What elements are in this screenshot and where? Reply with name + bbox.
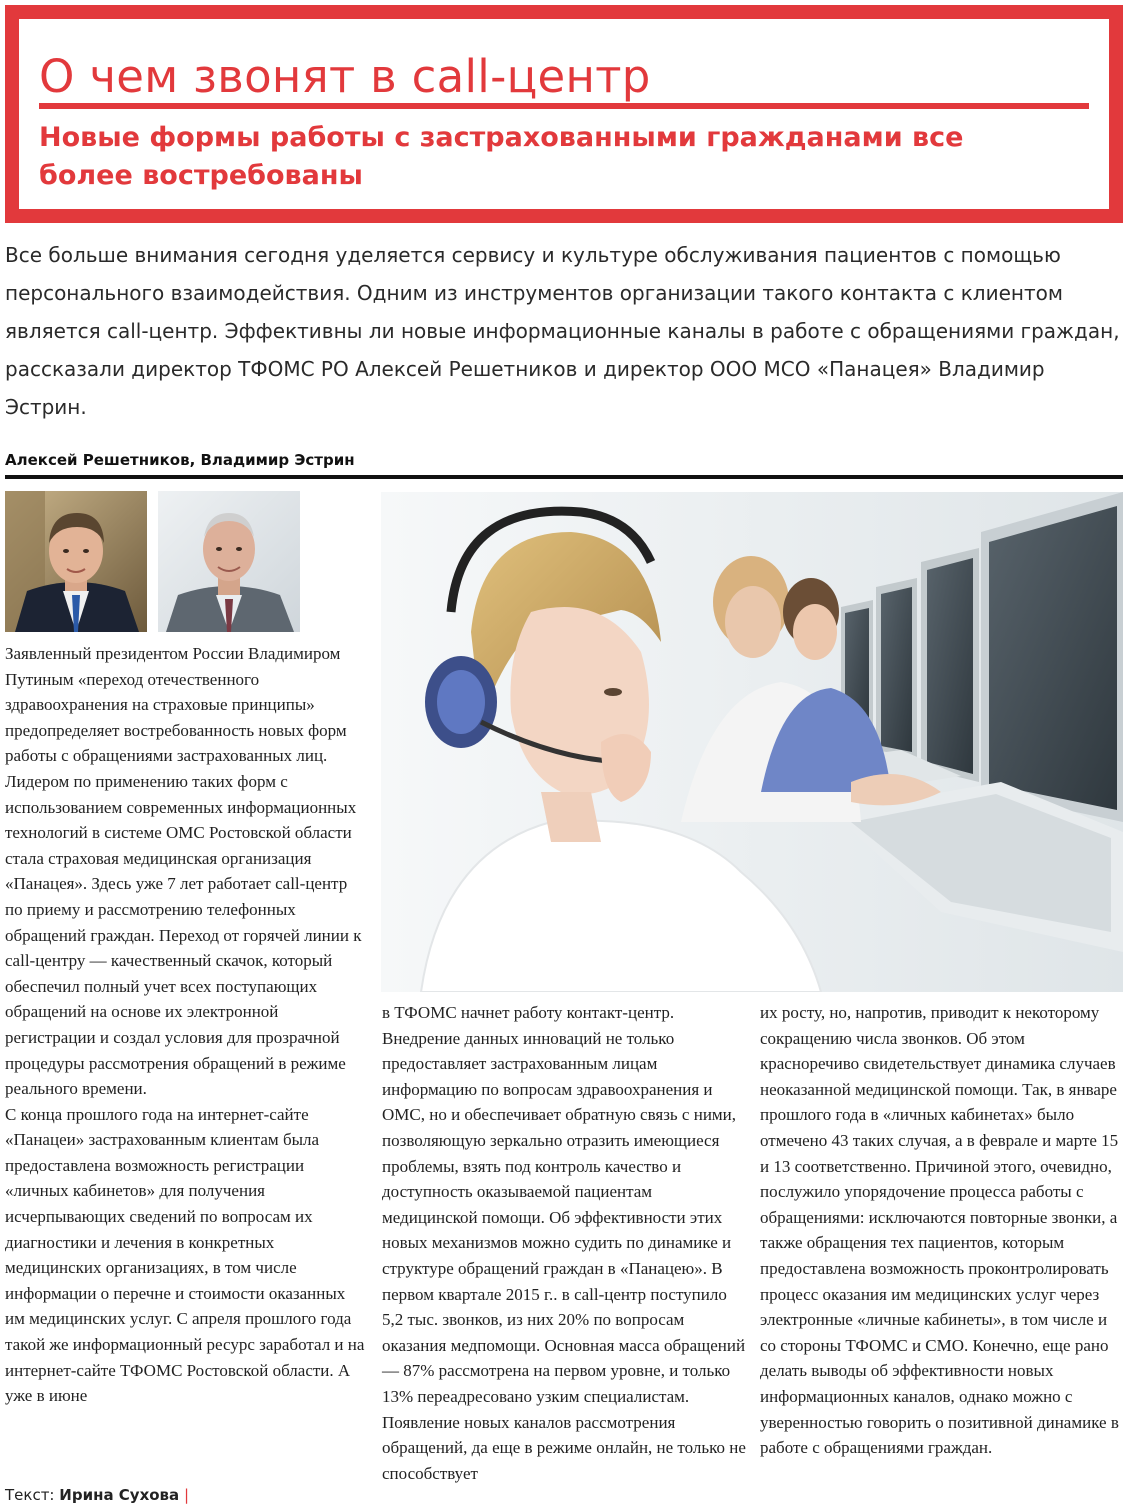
- lead-paragraph: Все больше внимания сегодня уделяется сервису и культуре обслуживания пациентов с помощью персонального взаимодействия. Одним из инструментов организации такого контакта с клиентом является call-центр. Эффективны ли новые информационные каналы в работе с обращениями граждан, рассказали директор ТФОМС РО Алексей Решетников и директор ООО МСО «Панацея» Владимир Эстрин.: [5, 243, 1120, 419]
- credit-separator: |: [183, 1486, 190, 1504]
- column1-paragraph-3: С конца прошлого года на интернет-сайте «Панацеи» застрахованным клиентам была предоставлена возможность регистрации «личных кабинетов» для получения исчерпывающих сведений по вопросам их диагностики и лечения в конкретных медицинских организациях, в том числе информации о перечне и стоимости оказанных им медицинских услуг. С апреля прошлого года такой же информационный ресурс заработал и на интернет-сайте ТФОМС Ростовской области. А уже в июне: [5, 1104, 365, 1406]
- portrait-older-man-icon: [158, 491, 300, 632]
- header-inner: [19, 19, 1109, 209]
- authors-line: Алексей Решетников, Владимир Эстрин: [5, 451, 355, 469]
- authors-divider: [5, 475, 1123, 479]
- call-center-operators-icon: [381, 492, 1123, 992]
- text-column-1: [5, 641, 367, 1409]
- column1-paragraph-1: Заявленный президентом России Владимиром Путиным «переход отечественного здравоохранения на страховые принципы» предопределяет востребованность новых форм работы с обращениями застрахованных лиц.: [5, 644, 347, 766]
- portrait-estrin: [158, 491, 300, 632]
- article-title: О чем звонят в call-центр: [39, 50, 651, 103]
- call-center-photo: [381, 492, 1123, 992]
- title-divider: [39, 103, 1089, 109]
- credit-name: Ирина Сухова: [59, 1486, 180, 1504]
- header-frame: [5, 5, 1123, 223]
- author-credit: [5, 1486, 189, 1504]
- text-column-3: их росту, но, напротив, приводит к некоторому сокращению числа звонков. Об этом красноречиво свидетельствует динамика случаев неоказанной медицинской помощи. Так, в январе прошлого года в «личных кабинетах» было отмечено 43 таких случая, а в феврале и марте 15 и 13 соответственно. Причиной этого, очевидно, послужило упорядочение процесса работы с обращениями: исключаются повторные звонки, а также обращения тех пациентов, которым предоставлена возможность проконтролировать процесс оказания им медицинских услуг через электронные «личные кабинеты», в том числе и со стороны ТФОМС и СМО. Конечно, еще рано делать выводы об эффективности новых информационных каналов, однако можно с уверенностью говорить о позитивной динамике в работе с обращениями граждан.: [760, 1003, 1119, 1458]
- column1-paragraph-2: Лидером по применению таких форм с использованием современных информационных технологий в системе ОМС Ростовской области стала страховая медицинская организация «Панацея». Здесь уже 7 лет работает call-центр по приему и рассмотрению телефонных обращений граждан. Переход от горячей линии к call-центру — качественный скачок, который обеспечил полный учет всех поступающих обращений на основе их электронной регистрации и создал условия для прозрачной процедуры рассмотрения обращений в режиме реального времени.: [5, 771, 362, 1099]
- portrait-reshetnikov: [5, 491, 147, 632]
- credit-label: Текст:: [5, 1486, 55, 1504]
- text-column-2: в ТФОМС начнет работу контакт-центр. Внедрение данных инноваций не только предоставляет застрахованным лицам информацию по вопросам здравоохранения и ОМС, но и обеспечивает обратную связь с ними, позволяющую зеркально отразить имеющиеся проблемы, взять под контроль качество и доступность оказываемой пациентам медицинской помощи. Об эффективности этих новых механизмов можно судить по динамике и структуре обращений граждан в «Панацею». В первом квартале 2015 г.. в call-центр поступило 5,2 тыс. звонков, из них 20% по вопросам оказания медпомощи. Основная масса обращений — 87% рассмотрена на первом уровне, и только 13% переадресовано узким специалистам. Появление новых каналов рассмотрения обращений, да еще в режиме онлайн, не только не способствует: [382, 1003, 746, 1483]
- portrait-man-icon: [5, 491, 147, 632]
- article-subtitle: Новые формы работы с застрахованными гражданами все более востребованы: [39, 122, 964, 191]
